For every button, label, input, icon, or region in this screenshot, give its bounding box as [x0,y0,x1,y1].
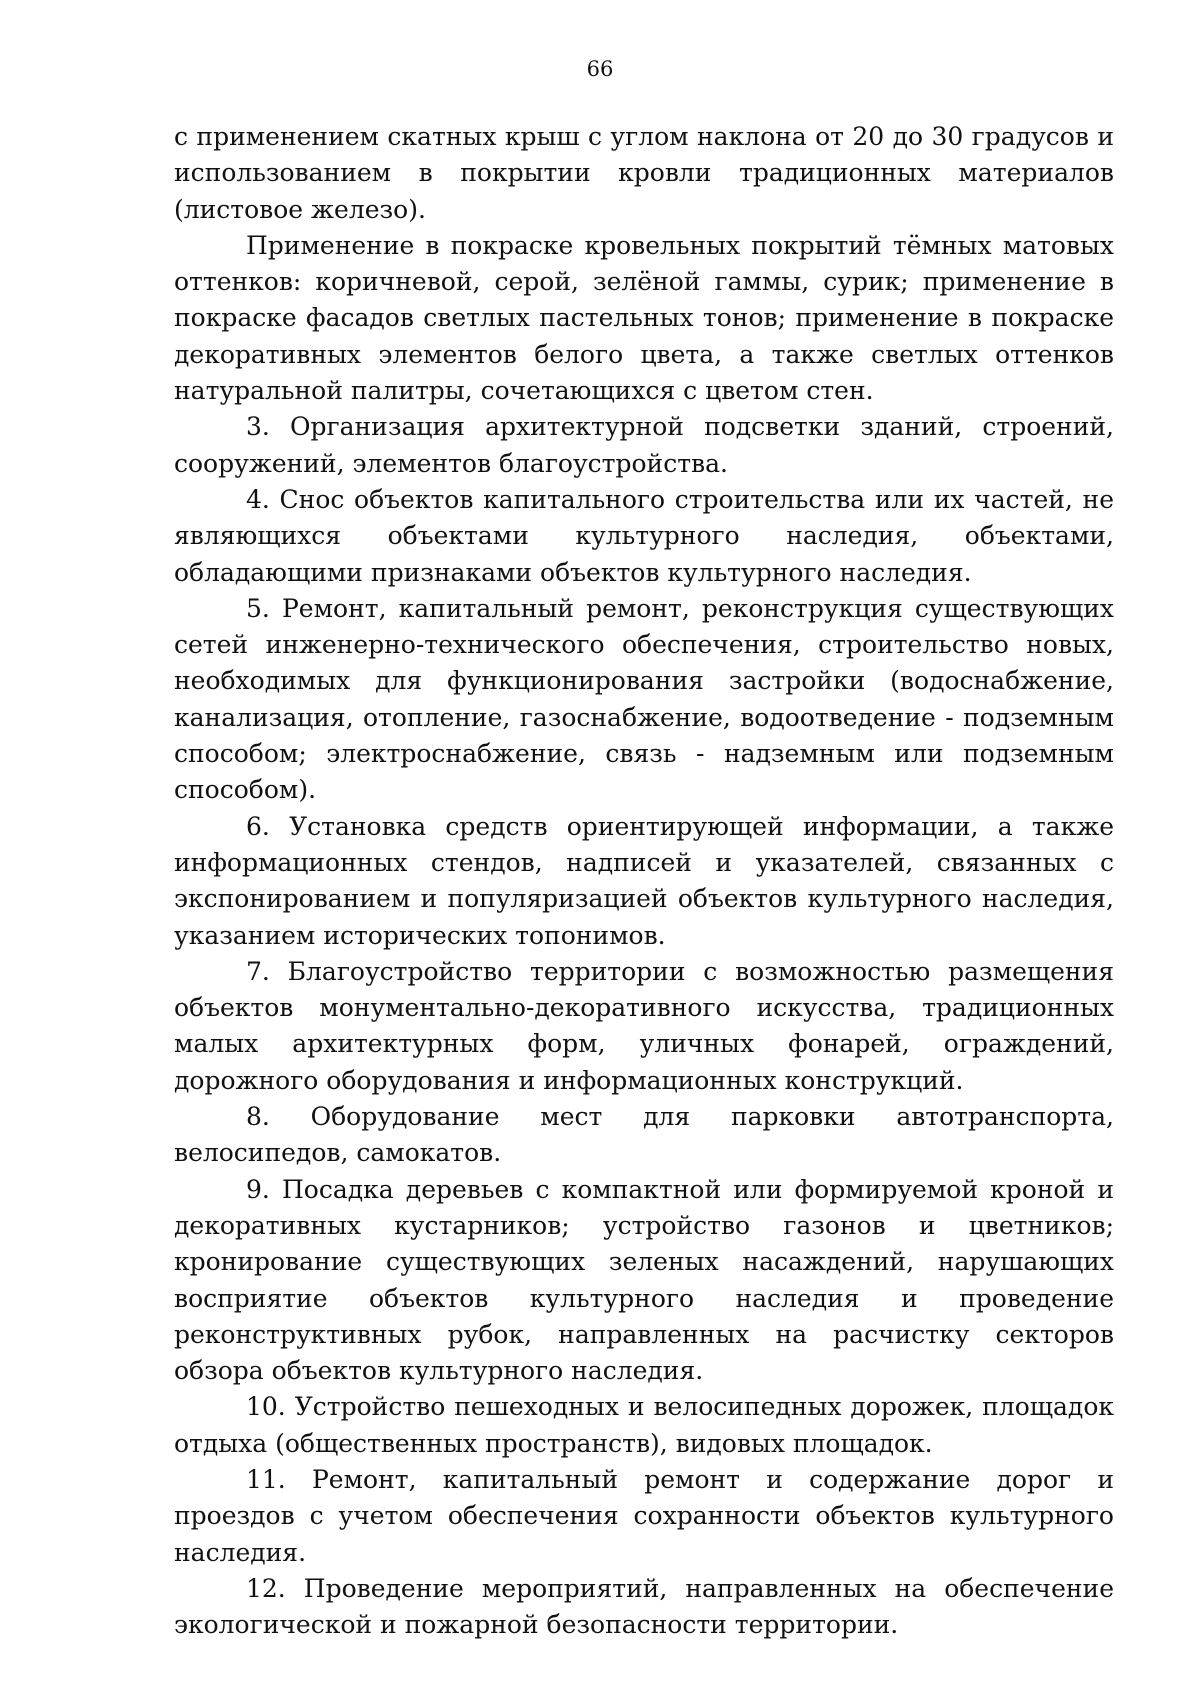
paragraph-item-8: 8. Оборудование мест для парковки автотранспорта, велосипедов, самокатов. [174,1102,1114,1168]
paragraph-item-11: 11. Ремонт, капитальный ремонт и содержание дорог и проездов с учетом обеспечения сохранности объектов культурного наследия. [174,1464,1114,1567]
paragraph-item-4: 4. Снос объектов капитального строительства или их частей, не являющихся объектами культурного наследия, объектами, обладающими признаками объектов культурного наследия. [174,484,1114,587]
paragraph-item-5: 5. Ремонт, капитальный ремонт, реконструкция существующих сетей инженерно-технического обеспечения, строительство новых, необходимых для функционирования застройки (водоснабжение, канализация, отопление, газоснабжение, водоотведение - подземным способом; электроснабжение, связь - надземным или подземным способом). [174,593,1114,805]
paragraph-item-3: 3. Организация архитектурной подсветки зданий, строений, сооружений, элементов благоустройства. [174,412,1114,478]
paragraph-roof-colors: Применение в покраске кровельных покрытий тёмных матовых оттенков: коричневой, серой, зелёной гаммы, сурик; применение в покраске фасадов светлых пастельных тонов; применение в покраске декоративных элементов белого цвета, а также светлых оттенков натуральной палитры, сочетающихся с цветом стен. [174,230,1114,406]
paragraph-item-12: 12. Проведение мероприятий, направленных на обеспечение экологической и пожарной безопасности территории. [174,1573,1114,1640]
paragraph-item-7: 7. Благоустройство территории с возможностью размещения объектов монументально-декоративного искусства, традиционных малых архитектурных форм, уличных фонарей, ограждений, дорожного оборудования и информационных конструкций. [174,956,1114,1095]
paragraph-item-6: 6. Установка средств ориентирующей информации, а также информационных стендов, надписей и указателей, связанных с экспонированием и популяризацией объектов культурного наследия, указанием исторических топонимов. [174,811,1114,950]
paragraph-item-9: 9. Посадка деревьев с компактной или формируемой кроной и декоративных кустарников; устройство газонов и цветников; кронирование существующих зеленых насаждений, нарушающих восприятие объектов культурного наследия и проведение реконструктивных рубок, направленных на расчистку секторов обзора объектов культурного наследия. [174,1174,1114,1386]
page-number: 66 [586,57,614,81]
paragraph-item-10: 10. Устройство пешеходных и велосипедных дорожек, площадок отдыха (общественных пространств), видовых площадок. [174,1392,1114,1458]
paragraph-continuation: с применением скатных крыш с углом наклона от 20 до 30 градусов и использованием в покрытии кровли традиционных материалов (листовое железо). [174,122,1114,224]
document-body [174,119,1114,1643]
